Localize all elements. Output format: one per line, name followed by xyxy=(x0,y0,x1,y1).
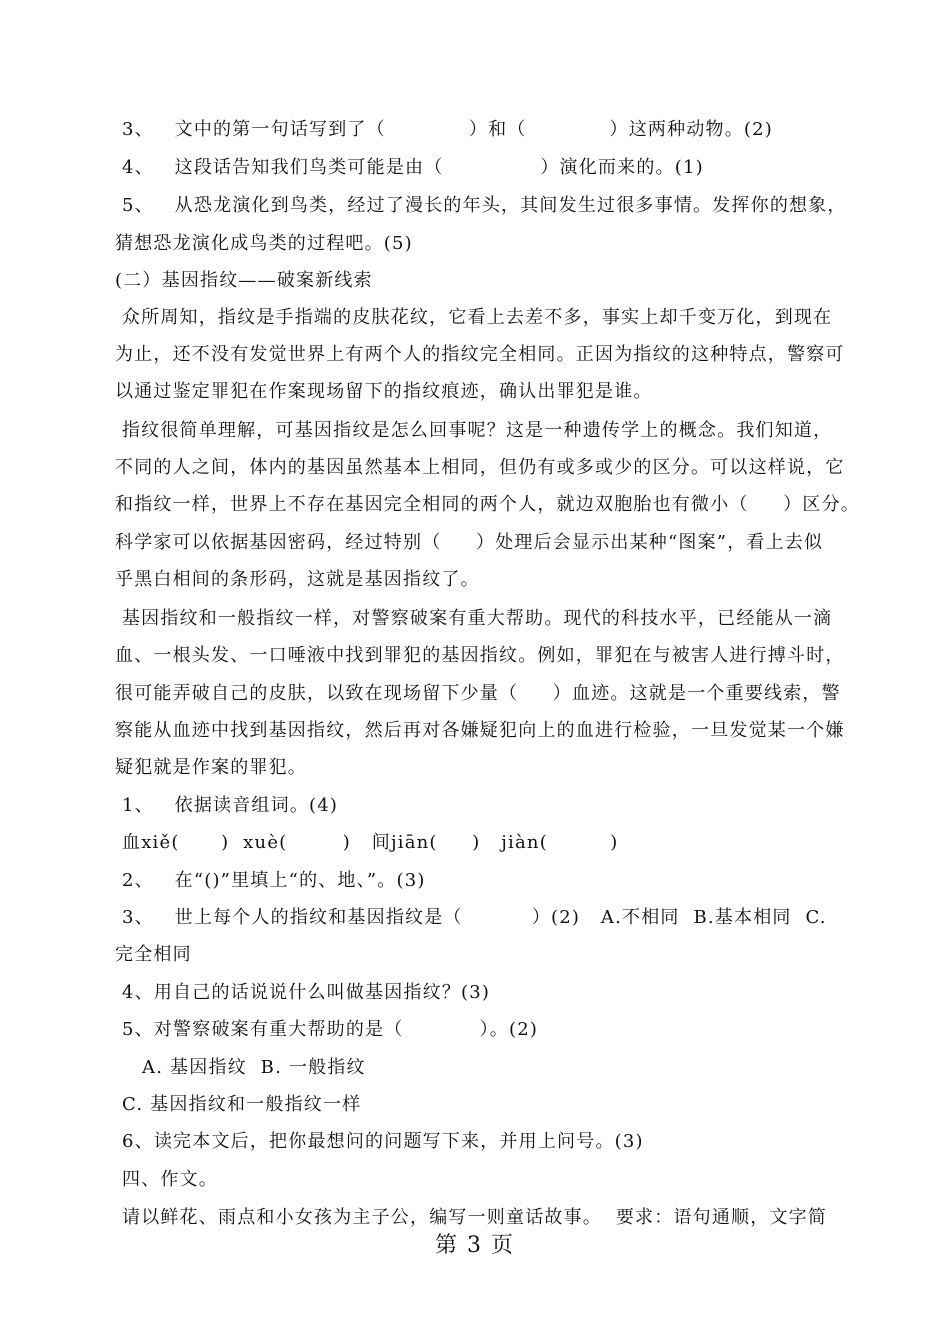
exercise-4: 4、用自己的话说说什么叫做基因指纹？(3) xyxy=(122,982,491,1003)
exercise-5-options-ab: A. 基因指纹 B. 一般指纹 xyxy=(142,1057,366,1078)
section-heading: (二）基因指纹——破案新线索 xyxy=(115,270,373,291)
question-5-cont: 猜想恐龙演化成鸟类的过程吧。(5) xyxy=(115,233,413,254)
paragraph-3-line-5: 疑犯就是作案的罪犯。 xyxy=(115,757,307,778)
paragraph-1-line-1: 众所周知，指纹是手指端的皮肤花纹，它看上去差不多，事实上却千变万化，到现在 xyxy=(115,307,833,328)
paragraph-2-line-5: 乎黑白相间的条形码，这就是基因指纹了。 xyxy=(115,569,480,590)
exercise-1-answers: 血xiě( ) xuè( ) 间jiān( ) jiàn( ) xyxy=(122,832,619,853)
paragraph-3-line-1: 基因指纹和一般指纹一样，对警察破案有重大帮助。现代的科技水平，已经能从一滴 xyxy=(115,608,833,629)
page-number xyxy=(0,1233,950,1259)
composition-prompt: 请以鲜花、雨点和小女孩为主子公，编写一则童话故事。 要求：语句通顺，文字简 xyxy=(122,1207,828,1228)
paragraph-3-line-4: 察能从血迹中找到基因指纹，然后再对各嫌疑犯向上的血进行检验，一旦发觉某一个嫌 xyxy=(115,720,845,741)
paragraph-1-line-3: 以通过鉴定罪犯在作案现场留下的指纹痕迹，确认出罪犯是谁。 xyxy=(115,381,653,402)
paragraph-1-line-2: 为止，还不没有发觉世界上有两个人的指纹完全相同。正因为指纹的这种特点，警察可 xyxy=(115,344,845,365)
page-number-suffix: 页 xyxy=(491,1233,516,1258)
exercise-3: 3、 世上每个人的指纹和基因指纹是（ ）(2) A.不相同 B.基本相同 C. xyxy=(122,907,827,928)
question-3: 3、 文中的第一句话写到了（ ）和（ ）这两种动物。(2) xyxy=(122,119,774,140)
question-5: 5、 从恐龙演化到鸟类，经过了漫长的年头，其间发生过很多事情。发挥你的想象， xyxy=(122,195,847,216)
page-number-prefix: 第 xyxy=(434,1233,459,1258)
section-composition: 四、作文。 xyxy=(122,1169,218,1190)
exercise-5: 5、对警察破案有重大帮助的是（ ）。(2) xyxy=(122,1019,539,1040)
page-number-value: 3 xyxy=(467,1233,483,1258)
paragraph-2-line-3: 和指纹一样，世界上不存在基因完全相同的两个人，就边双胞胎也有微小（ ）区分。 xyxy=(115,494,861,515)
paragraph-3-line-2: 血、一根头发、一口唾液中找到罪犯的基因指纹。例如，罪犯在与被害人进行搏斗时， xyxy=(115,645,845,666)
paragraph-2-line-1: 指纹很简单理解，可基因指纹是怎么回事呢？这是一种遗传学上的概念。我们知道， xyxy=(115,420,833,441)
exercise-3-cont: 完全相同 xyxy=(115,944,192,965)
question-4: 4、 这段话告知我们鸟类可能是由（ ）演化而来的。(1) xyxy=(122,157,704,178)
paragraph-2-line-2: 不同的人之间，体内的基因虽然基本上相同，但仍有或多或少的区分。可以这样说，它 xyxy=(115,457,845,478)
exercise-6: 6、读完本文后，把你最想问的问题写下来，并用上问号。(3) xyxy=(122,1131,644,1152)
exercise-2: 2、 在“()”里填上“的、地、”。(3) xyxy=(122,870,426,891)
paragraph-2-line-4: 科学家可以依据基因密码，经过特别（ ）处理后会显示出某种“图案”，看上去似 xyxy=(115,532,824,553)
paragraph-3-line-3: 很可能弄破自己的皮肤，以致在现场留下少量（ ）血迹。这就是一个重要线索，警 xyxy=(115,683,841,704)
exercise-1: 1、 依据读音组词。(4) xyxy=(122,795,339,816)
exercise-5-option-c: C. 基因指纹和一般指纹一样 xyxy=(122,1094,362,1115)
